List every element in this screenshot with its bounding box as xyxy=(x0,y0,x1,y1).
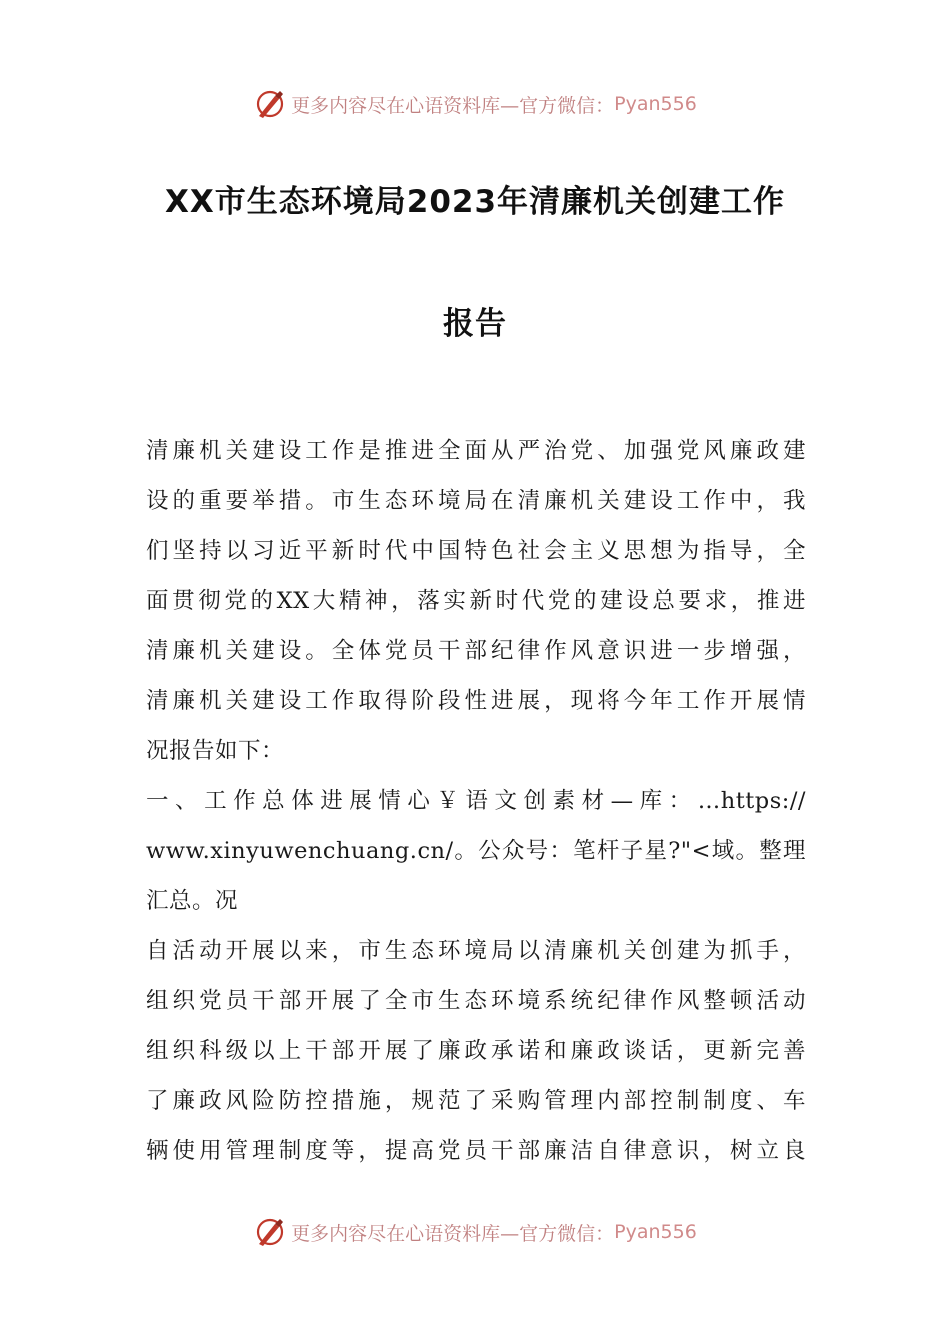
body-line: 面贯彻党的XX大精神，落实新时代党的建设总要求，推进 xyxy=(146,588,806,614)
document-title-line-2: 报告 xyxy=(443,306,507,342)
document-body xyxy=(146,426,806,1176)
body-line: 况报告如下： xyxy=(146,738,285,764)
body-line: 自活动开展以来，市生态环境局以清廉机关创建为抓手， xyxy=(146,938,806,964)
watermark-banner-top xyxy=(0,84,950,124)
pen-logo-icon xyxy=(253,87,287,121)
body-line: 清廉机关建设。全体党员干部纪律作风意识进一步增强， xyxy=(146,638,806,664)
watermark-banner-bottom xyxy=(0,1212,950,1252)
body-line: 辆使用管理制度等，提高党员干部廉洁自律意识，树立良 xyxy=(146,1138,806,1164)
body-line: 清廉机关建设工作是推进全面从严治党、加强党风廉政建 xyxy=(146,438,806,464)
body-line: www.xinyuwenchuang.cn/。公众号：笔杆子星?"<域。整理 xyxy=(146,838,806,864)
watermark-wechat-id: Pyan556 xyxy=(614,93,697,115)
section-heading-line: 一、工作总体进展情心￥语文创素材—库：…https:// xyxy=(146,788,806,814)
document-title-line-1: XX市生态环境局2023年清廉机关创建工作 xyxy=(164,184,786,220)
body-line: 们坚持以习近平新时代中国特色社会主义思想为指导，全 xyxy=(146,538,806,564)
body-line: 清廉机关建设工作取得阶段性进展，现将今年工作开展情 xyxy=(146,688,806,714)
watermark-text: 更多内容尽在心语资料库—官方微信： xyxy=(291,94,615,117)
body-line: 组织科级以上干部开展了廉政承诺和廉政谈话，更新完善 xyxy=(146,1038,806,1064)
body-line: 汇总。况 xyxy=(146,888,239,914)
body-line: 组织党员干部开展了全市生态环境系统纪律作风整顿活动 xyxy=(146,988,806,1014)
body-line: 了廉政风险防控措施，规范了采购管理内部控制制度、车 xyxy=(146,1088,806,1114)
body-line: 设的重要举措。市生态环境局在清廉机关建设工作中，我 xyxy=(146,488,806,514)
watermark-wechat-id: Pyan556 xyxy=(614,1221,697,1243)
watermark-text: 更多内容尽在心语资料库—官方微信： xyxy=(291,1222,615,1245)
pen-logo-icon xyxy=(253,1215,287,1249)
